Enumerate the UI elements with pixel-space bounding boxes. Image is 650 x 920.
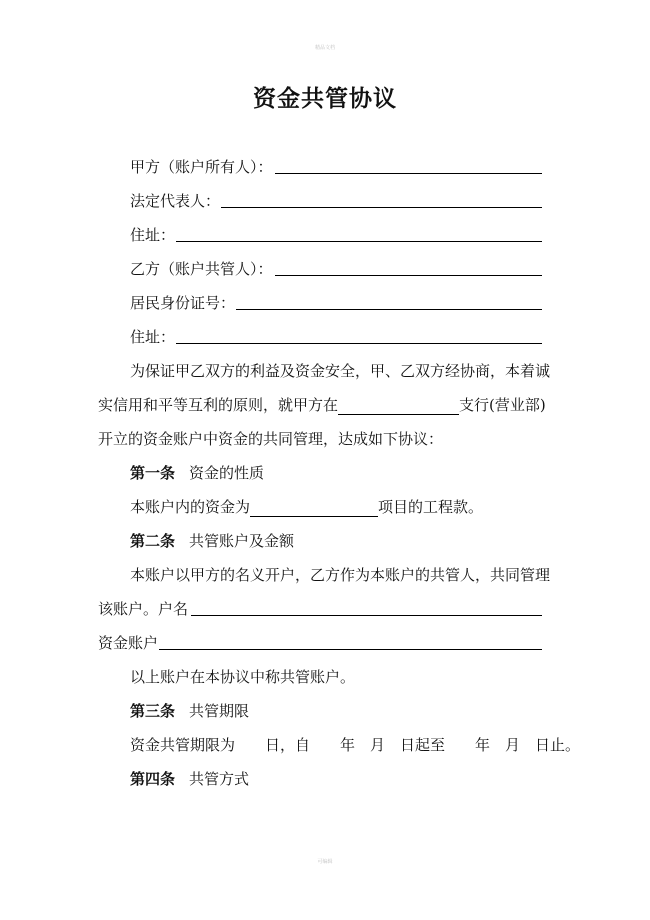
field-party-b-label: 乙方（账户共管人）： xyxy=(130,260,273,278)
footer-watermark: 可编辑 xyxy=(317,859,333,865)
article-1-text-post: 项目的工程款。 xyxy=(378,498,484,516)
article-3-title: 共管期限 xyxy=(189,702,250,720)
article-3-term: 资金共管期限为 日，自 年 月 日起至 年 月 日止。 xyxy=(130,736,581,754)
account-name-blank[interactable] xyxy=(191,615,542,616)
field-party-a-blank[interactable] xyxy=(275,173,542,174)
field-legal-rep-label: 法定代表人： xyxy=(130,192,221,210)
branch-blank[interactable] xyxy=(338,398,459,415)
document-title: 资金共管协议 xyxy=(253,85,397,112)
article-1-header xyxy=(130,463,264,483)
field-address-a-blank[interactable] xyxy=(176,241,542,242)
article-3-header xyxy=(130,701,249,721)
article-2-title: 共管账户及金额 xyxy=(189,532,295,550)
preamble-line-2-post: 支行(营业部) xyxy=(459,396,546,414)
project-name-blank[interactable] xyxy=(250,500,378,517)
field-party-b-blank[interactable] xyxy=(275,275,542,276)
field-address-b-blank[interactable] xyxy=(176,343,542,344)
field-party-a-label: 甲方（账户所有人）： xyxy=(130,158,273,176)
article-1-title: 资金的性质 xyxy=(189,464,265,482)
field-legal-rep-blank[interactable] xyxy=(221,207,542,208)
article-4-heading: 第四条 xyxy=(130,770,176,788)
article-3-heading: 第三条 xyxy=(130,702,176,720)
article-1-heading: 第一条 xyxy=(130,464,176,482)
preamble-line-2-pre: 实信用和平等互利的原则，就甲方在 xyxy=(98,396,339,414)
article-2-line-1: 本账户以甲方的名义开户，乙方作为本账户的共管人，共同管理 xyxy=(130,566,551,584)
article-2-header xyxy=(130,531,294,551)
preamble-line-1: 为保证甲乙双方的利益及资金安全，甲、乙双方经协商，本着诚 xyxy=(130,362,551,380)
article-4-title: 共管方式 xyxy=(189,770,250,788)
article-2-heading: 第二条 xyxy=(130,532,176,550)
field-id-number-blank[interactable] xyxy=(236,309,542,310)
field-address-a-label: 住址： xyxy=(130,226,176,244)
preamble-line-2 xyxy=(98,395,546,415)
article-2-line-4: 以上账户在本协议中称共管账户。 xyxy=(130,668,356,686)
article-2-line-2: 该账户。户名 xyxy=(98,600,189,618)
article-1-text-pre: 本账户内的资金为 xyxy=(130,498,251,516)
field-id-number-label: 居民身份证号： xyxy=(130,294,236,312)
header-watermark: 精品文档 xyxy=(314,45,335,51)
account-number-blank[interactable] xyxy=(159,649,542,650)
article-1-text xyxy=(130,497,483,517)
preamble-line-3: 开立的资金账户中资金的共同管理，达成如下协议： xyxy=(98,430,444,448)
article-4-header xyxy=(130,769,249,789)
article-2-line-3: 资金账户 xyxy=(98,634,159,652)
field-address-b-label: 住址： xyxy=(130,328,176,346)
